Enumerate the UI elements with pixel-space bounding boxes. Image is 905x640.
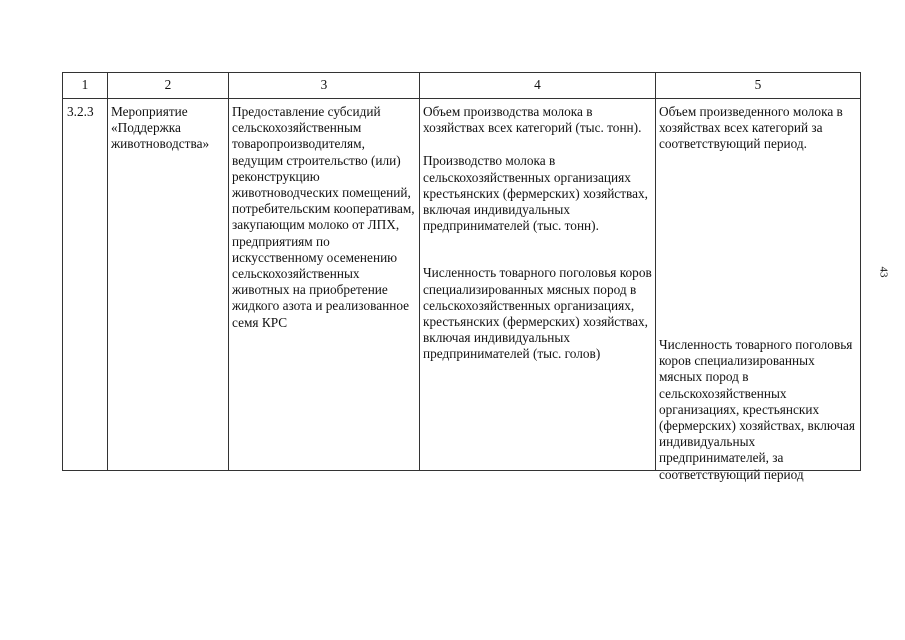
result-cattle-count: Численность товарного поголовья коров специализированных мясных пород в сельскохозяйственных организациях, крестьянских (фермерских) хозяйствах, включая индивидуальных предпринимателей, за соответствующий период <box>659 337 856 482</box>
result-milk-volume: Объем произведенного молока в хозяйствах всех категорий за соответствующий период. <box>659 104 843 152</box>
page-number: 43 <box>877 266 890 278</box>
table-row <box>63 99 861 471</box>
header-col-2: 2 <box>108 73 229 99</box>
header-col-4: 4 <box>420 73 656 99</box>
header-row <box>63 73 861 99</box>
indicator-milk-production: Производство молока в сельскохозяйственных организациях крестьянских (фермерских) хозяйствах, включая индивидуальных предпринимателей (тыс. тонн). <box>423 153 649 234</box>
header-col-5: 5 <box>656 73 861 99</box>
results-cell <box>656 99 861 482</box>
indicator-cattle-count: Численность товарного поголовья коров специализированных мясных пород в сельскохозяйственных организациях, крестьянских (фермерских) хозяйствах, включая индивидуальных предпринимателей (тыс. голов) <box>423 265 652 362</box>
event-name-cell: Мероприятие «Поддержка животноводства» <box>108 99 229 471</box>
header-col-3: 3 <box>229 73 420 99</box>
program-table <box>62 72 861 482</box>
row-number-cell: 3.2.3 <box>63 99 108 471</box>
header-col-1: 1 <box>63 73 108 99</box>
indicator-milk-volume: Объем производства молока в хозяйствах всех категорий (тыс. тонн). <box>423 104 642 136</box>
indicators-cell <box>420 99 656 471</box>
event-description-cell: Предоставление субсидий сельскохозяйственным товаропроизводителям, ведущим строительство (или) реконструкцию животноводческих помещений, потребительским кооперативам, закупающим молоко от ЛПХ, предприятиям по искусственному осеменению сельскохозяйственных животных на приобретение жидкого азота и реализованное семя КРС <box>229 99 420 471</box>
